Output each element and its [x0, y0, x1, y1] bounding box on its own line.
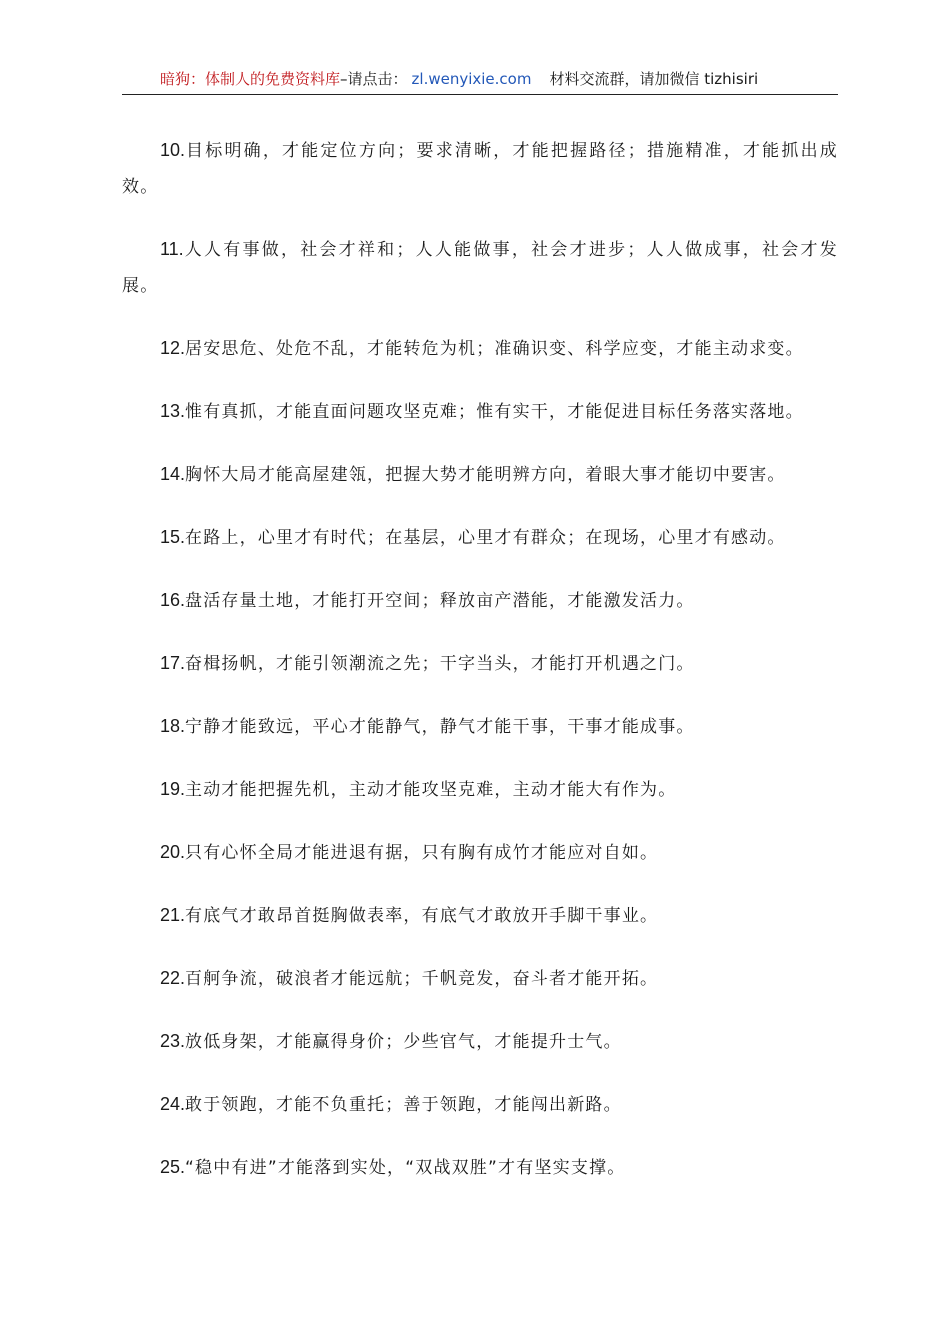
page-header	[122, 68, 838, 95]
item-number: 25.	[160, 1157, 186, 1177]
item-text: 放低身架，才能赢得身价；少些官气，才能提升士气。	[185, 1032, 622, 1052]
item-number: 22.	[160, 968, 186, 988]
list-item	[122, 393, 838, 430]
item-text: 奋楫扬帆，才能引领潮流之先；干字当头，才能打开机遇之门。	[185, 654, 695, 674]
item-text: 有底气才敢昂首挺胸做表率，有底气才敢放开手脚干事业。	[185, 906, 659, 926]
list-item	[122, 1023, 838, 1060]
item-number: 19.	[160, 779, 186, 799]
item-number: 24.	[160, 1094, 186, 1114]
item-number: 16.	[160, 590, 186, 610]
item-number: 23.	[160, 1031, 186, 1051]
list-item	[122, 771, 838, 808]
item-text: 百舸争流，破浪者才能远航；千帆竞发，奋斗者才能开拓。	[185, 969, 659, 989]
item-text: 敢于领跑，才能不负重托；善于领跑，才能闯出新路。	[185, 1095, 622, 1115]
item-text: 惟有真抓，才能直面问题攻坚克难；惟有实干，才能促进目标任务落实落地。	[185, 402, 804, 422]
item-number: 21.	[160, 905, 186, 925]
item-text: 在路上，心里才有时代；在基层，心里才有群众；在现场，心里才有感动。	[185, 528, 786, 548]
header-link[interactable]: zl.wenyixie.com	[411, 70, 532, 88]
list-item	[122, 1149, 838, 1186]
item-text: 盘活存量土地，才能打开空间；释放亩产潜能，才能激发活力。	[185, 591, 695, 611]
item-number: 20.	[160, 842, 186, 862]
list-item	[122, 132, 838, 205]
list-item	[122, 897, 838, 934]
item-text: 目标明确，才能定位方向；要求清晰，才能把握路径；措施精准，才能抓出成效。	[122, 141, 838, 197]
header-link-label: –请点击：	[340, 70, 408, 88]
item-text: “稳中有进”才能落到实处，“双战双胜”才有坚实支撑。	[185, 1158, 626, 1178]
item-text: 居安思危、处危不乱，才能转危为机；准确识变、科学应变，才能主动求变。	[185, 339, 804, 359]
item-text: 胸怀大局才能高屋建瓴，把握大势才能明辨方向，着眼大事才能切中要害。	[185, 465, 786, 485]
list-item	[122, 708, 838, 745]
header-line	[160, 68, 758, 90]
header-brand: 暗狗：体制人的免费资料库	[160, 70, 341, 88]
list-item	[122, 960, 838, 997]
list-item	[122, 1086, 838, 1123]
item-text: 宁静才能致远，平心才能静气，静气才能干事，干事才能成事。	[185, 717, 695, 737]
item-text: 主动才能把握先机，主动才能攻坚克难，主动才能大有作为。	[185, 780, 677, 800]
document-body	[122, 132, 838, 1212]
item-number: 12.	[160, 338, 186, 358]
item-number: 15.	[160, 527, 186, 547]
item-text: 人人有事做，社会才祥和；人人能做事，社会才进步；人人做成事，社会才发展。	[122, 240, 838, 296]
list-item	[122, 330, 838, 367]
item-number: 17.	[160, 653, 186, 673]
list-item	[122, 834, 838, 871]
list-item	[122, 582, 838, 619]
item-number: 11.	[160, 239, 184, 259]
item-number: 13.	[160, 401, 186, 421]
item-number: 10.	[160, 140, 186, 160]
list-item	[122, 456, 838, 493]
header-contact: 材料交流群，请加微信 tizhisiri	[549, 70, 759, 88]
list-item	[122, 519, 838, 556]
list-item	[122, 231, 838, 304]
item-text: 只有心怀全局才能进退有据，只有胸有成竹才能应对自如。	[185, 843, 659, 863]
list-item	[122, 645, 838, 682]
item-number: 18.	[160, 716, 186, 736]
item-number: 14.	[160, 464, 186, 484]
